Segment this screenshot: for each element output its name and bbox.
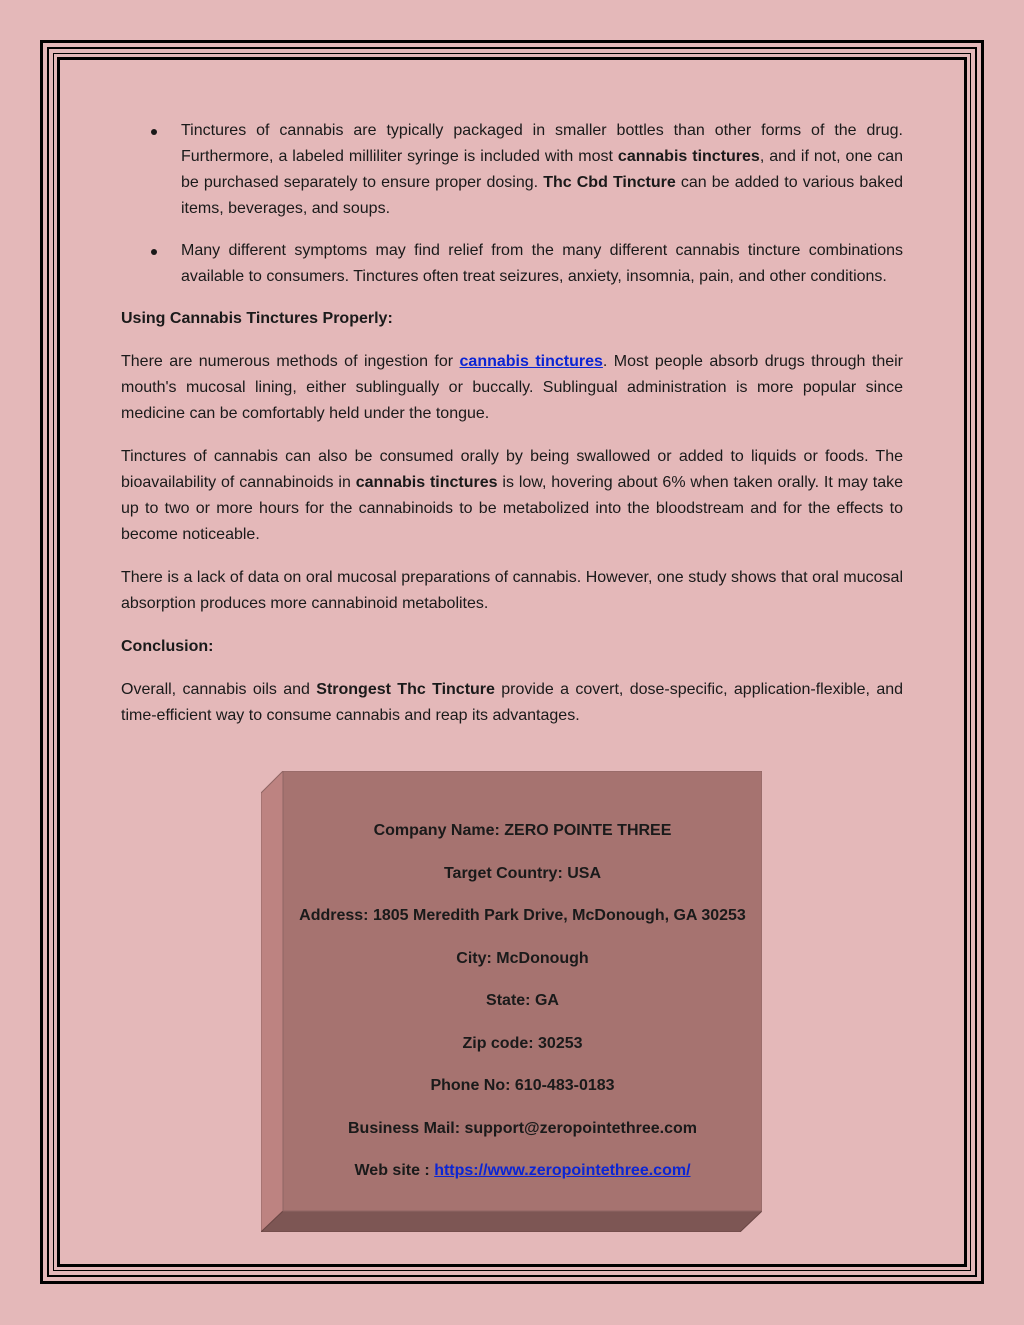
paragraph-text: There are numerous methods of ingestion for [121,353,460,370]
company-website [283,1162,762,1180]
bullet-text: Many different symptoms may find relief from the many different cannabis tincture combinations available to consumers. Tinctures often treat seizures, anxiety, insomnia, pain, and other conditions. [181,242,903,285]
paragraph-conclusion [121,677,903,729]
bullet-list [121,118,903,290]
box-bottom-bevel [261,1211,762,1232]
company-info-box [261,771,762,1232]
company-name: Company Name: ZERO POINTE THREE [373,822,672,839]
company-state: State: GA [486,992,559,1009]
paragraph-text: Overall, cannabis oils and [121,681,317,698]
bullet-text: Tinctures of cannabis are typically packaged in smaller bottles than other forms of the drug. Furthermore, a labeled milliliter syringe is included with most [181,122,903,165]
paragraph-ingestion [121,349,903,427]
conclusion-heading: Conclusion: [121,638,214,655]
paragraph-mucosal: There is a lack of data on oral mucosal preparations of cannabis. However, one study shows that oral mucosal absorption produces more cannabinoid metabolites. [121,569,903,612]
target-country: Target Country: USA [443,865,602,882]
website-link[interactable]: https://www.zeropointethree.com/ [434,1162,691,1179]
company-phone: Phone No: 610-483-0183 [430,1077,615,1094]
bold-keyword: cannabis tinctures [617,148,760,165]
document-body [121,118,903,746]
company-address: Address: 1805 Meredith Park Drive, McDonough, GA 30253 [299,907,746,924]
paragraph-text: provide a covert, dose-specific, application-flexible, and time-efficient way to consume cannabis and reap its advantages. [121,681,904,724]
bold-keyword: Strongest Thc Tincture [316,681,495,698]
website-label: Web site : [354,1162,435,1179]
section-heading: Using Cannabis Tinctures Properly: [121,310,393,327]
company-details [283,771,762,1211]
cannabis-tinctures-link[interactable]: cannabis tinctures [459,353,603,370]
paragraph-text: . Most people absorb drugs through their mouth's mucosal lining, either sublingually or buccally. Sublingual administration is more popular since medicine can be comfortably held under the tongue. [121,353,904,422]
bullet-text: can be added to various baked items, beverages, and soups. [181,174,904,217]
company-email: Business Mail: support@zeropointethree.com [348,1120,697,1137]
bullet-dot-icon [151,249,157,255]
bullet-dot-icon [151,129,157,135]
company-city: City: McDonough [456,950,589,967]
bold-keyword: cannabis tinctures [355,474,498,491]
paragraph-text: is low, hovering about 6% when taken orally. It may take up to two or more hours for the cannabinoids to be metabolized into the bloodstream and for the effects to become noticeable. [121,474,904,543]
box-left-bevel [261,771,283,1232]
paragraph-oral [121,444,903,548]
bullet-text: , and if not, one can be purchased separately to ensure proper dosing. [181,148,904,191]
bullet-item-symptoms [121,238,903,290]
company-zip: Zip code: 30253 [462,1035,583,1052]
bold-keyword: Thc Cbd Tincture [543,174,676,191]
bullet-item-packaging [121,118,903,222]
paragraph-text: Tinctures of cannabis can also be consumed orally by being swallowed or added to liquids or foods. The bioavailability of cannabinoids in [121,448,903,491]
